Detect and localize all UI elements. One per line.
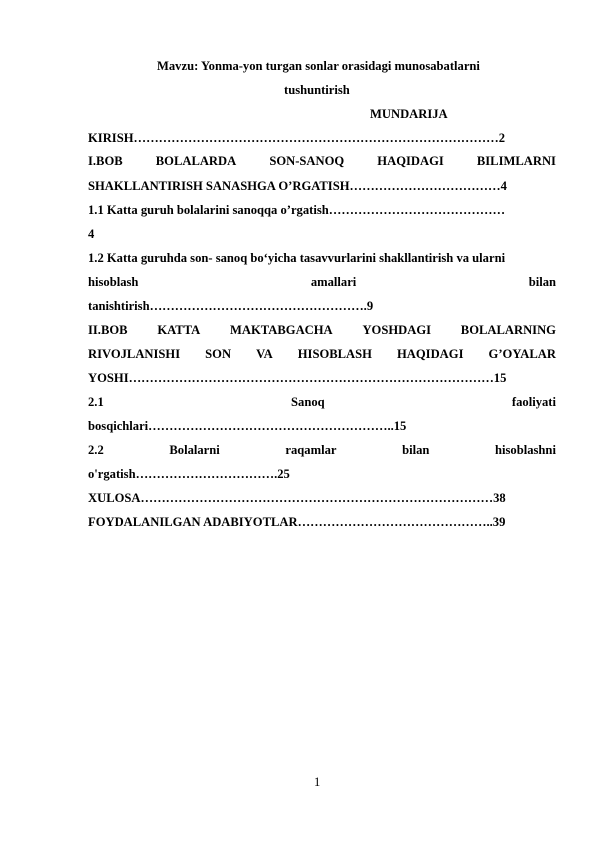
toc-adabiyotlar: FOYDALANILGAN ADABIYOTLAR………………………………………..39: [88, 515, 506, 529]
toc-word: 2.2: [88, 443, 104, 457]
toc-kirish: KIRISH……………………………………………………………………………2: [88, 131, 506, 145]
toc-section-1-2-line-1: 1.2 Katta guruhda son- sanoq bo‘yicha tasavvurlarini shakllantirish va ularni: [88, 251, 506, 265]
toc-section-1-2-line-3: tanishtirish…………………………………………….9: [88, 299, 374, 313]
toc-word: bilan: [528, 275, 556, 289]
toc-word: Bolalarni: [169, 443, 220, 457]
toc-xulosa: XULOSA…………………………………………………………………………38: [88, 491, 506, 505]
toc-word: BOLALARNING: [460, 323, 556, 337]
toc-section-2-2-line-1: [88, 444, 556, 457]
toc-chapter-2-line-3: YOSHI……………………………………………………………………………15: [88, 371, 507, 385]
toc-word: HAQIDAGI: [397, 347, 464, 361]
title-line-1: Mavzu: Yonma-yon turgan sonlar orasidagi munosabatlarni: [157, 59, 480, 73]
toc-word: RIVOJLANISHI: [88, 347, 181, 361]
toc-word: amallari: [310, 275, 357, 289]
toc-section-2-2-line-2: o'rgatish…………………………….25: [88, 467, 290, 481]
toc-chapter-1-line-1: [88, 155, 556, 168]
toc-word: BILIMLARNI: [476, 154, 556, 168]
toc-word: YOSHDAGI: [362, 323, 432, 337]
toc-chapter-1-line-2: SHAKLLANTIRISH SANASHGA O’RGATISH………………………………4: [88, 179, 507, 193]
toc-word: MAKTABGACHA: [230, 323, 333, 337]
toc-word: SON: [205, 347, 232, 361]
toc-word: bilan: [402, 443, 430, 457]
toc-section-1-1-line-2: 4: [88, 227, 95, 241]
toc-word: SON-SANOQ: [269, 154, 345, 168]
toc-section-1-1-line-1: 1.1 Katta guruh bolalarini sanoqqa o’rgatish……………………………………: [88, 203, 506, 217]
toc-word: KATTA: [157, 323, 201, 337]
toc-section-2-1-line-1: [88, 396, 556, 409]
toc-word: I.BOB: [88, 154, 123, 168]
toc-section-1-2-line-2: [88, 276, 556, 289]
toc-word: II.BOB: [88, 323, 128, 337]
toc-word: hisoblashni: [495, 443, 556, 457]
toc-word: raqamlar: [285, 443, 337, 457]
toc-word: hisoblash: [88, 275, 139, 289]
toc-word: faoliyati: [511, 395, 556, 409]
toc-word: 2.1: [88, 395, 104, 409]
toc-word: G’OYALAR: [488, 347, 556, 361]
toc-word: Sanoq: [291, 395, 325, 409]
toc-section-2-1-line-2: bosqichlari…………………………………………………..15: [88, 419, 407, 433]
toc-chapter-2-line-2: [88, 348, 556, 361]
toc-chapter-2-line-1: [88, 324, 556, 337]
toc-word: BOLALARDA: [155, 154, 237, 168]
title-line-2: tushuntirish: [284, 83, 350, 97]
toc-word: HAQIDAGI: [377, 154, 444, 168]
toc-word: VA: [256, 347, 273, 361]
contents-heading: MUNDARIJA: [370, 107, 448, 121]
page-number: 1: [314, 775, 321, 789]
toc-word: HISOBLASH: [297, 347, 372, 361]
